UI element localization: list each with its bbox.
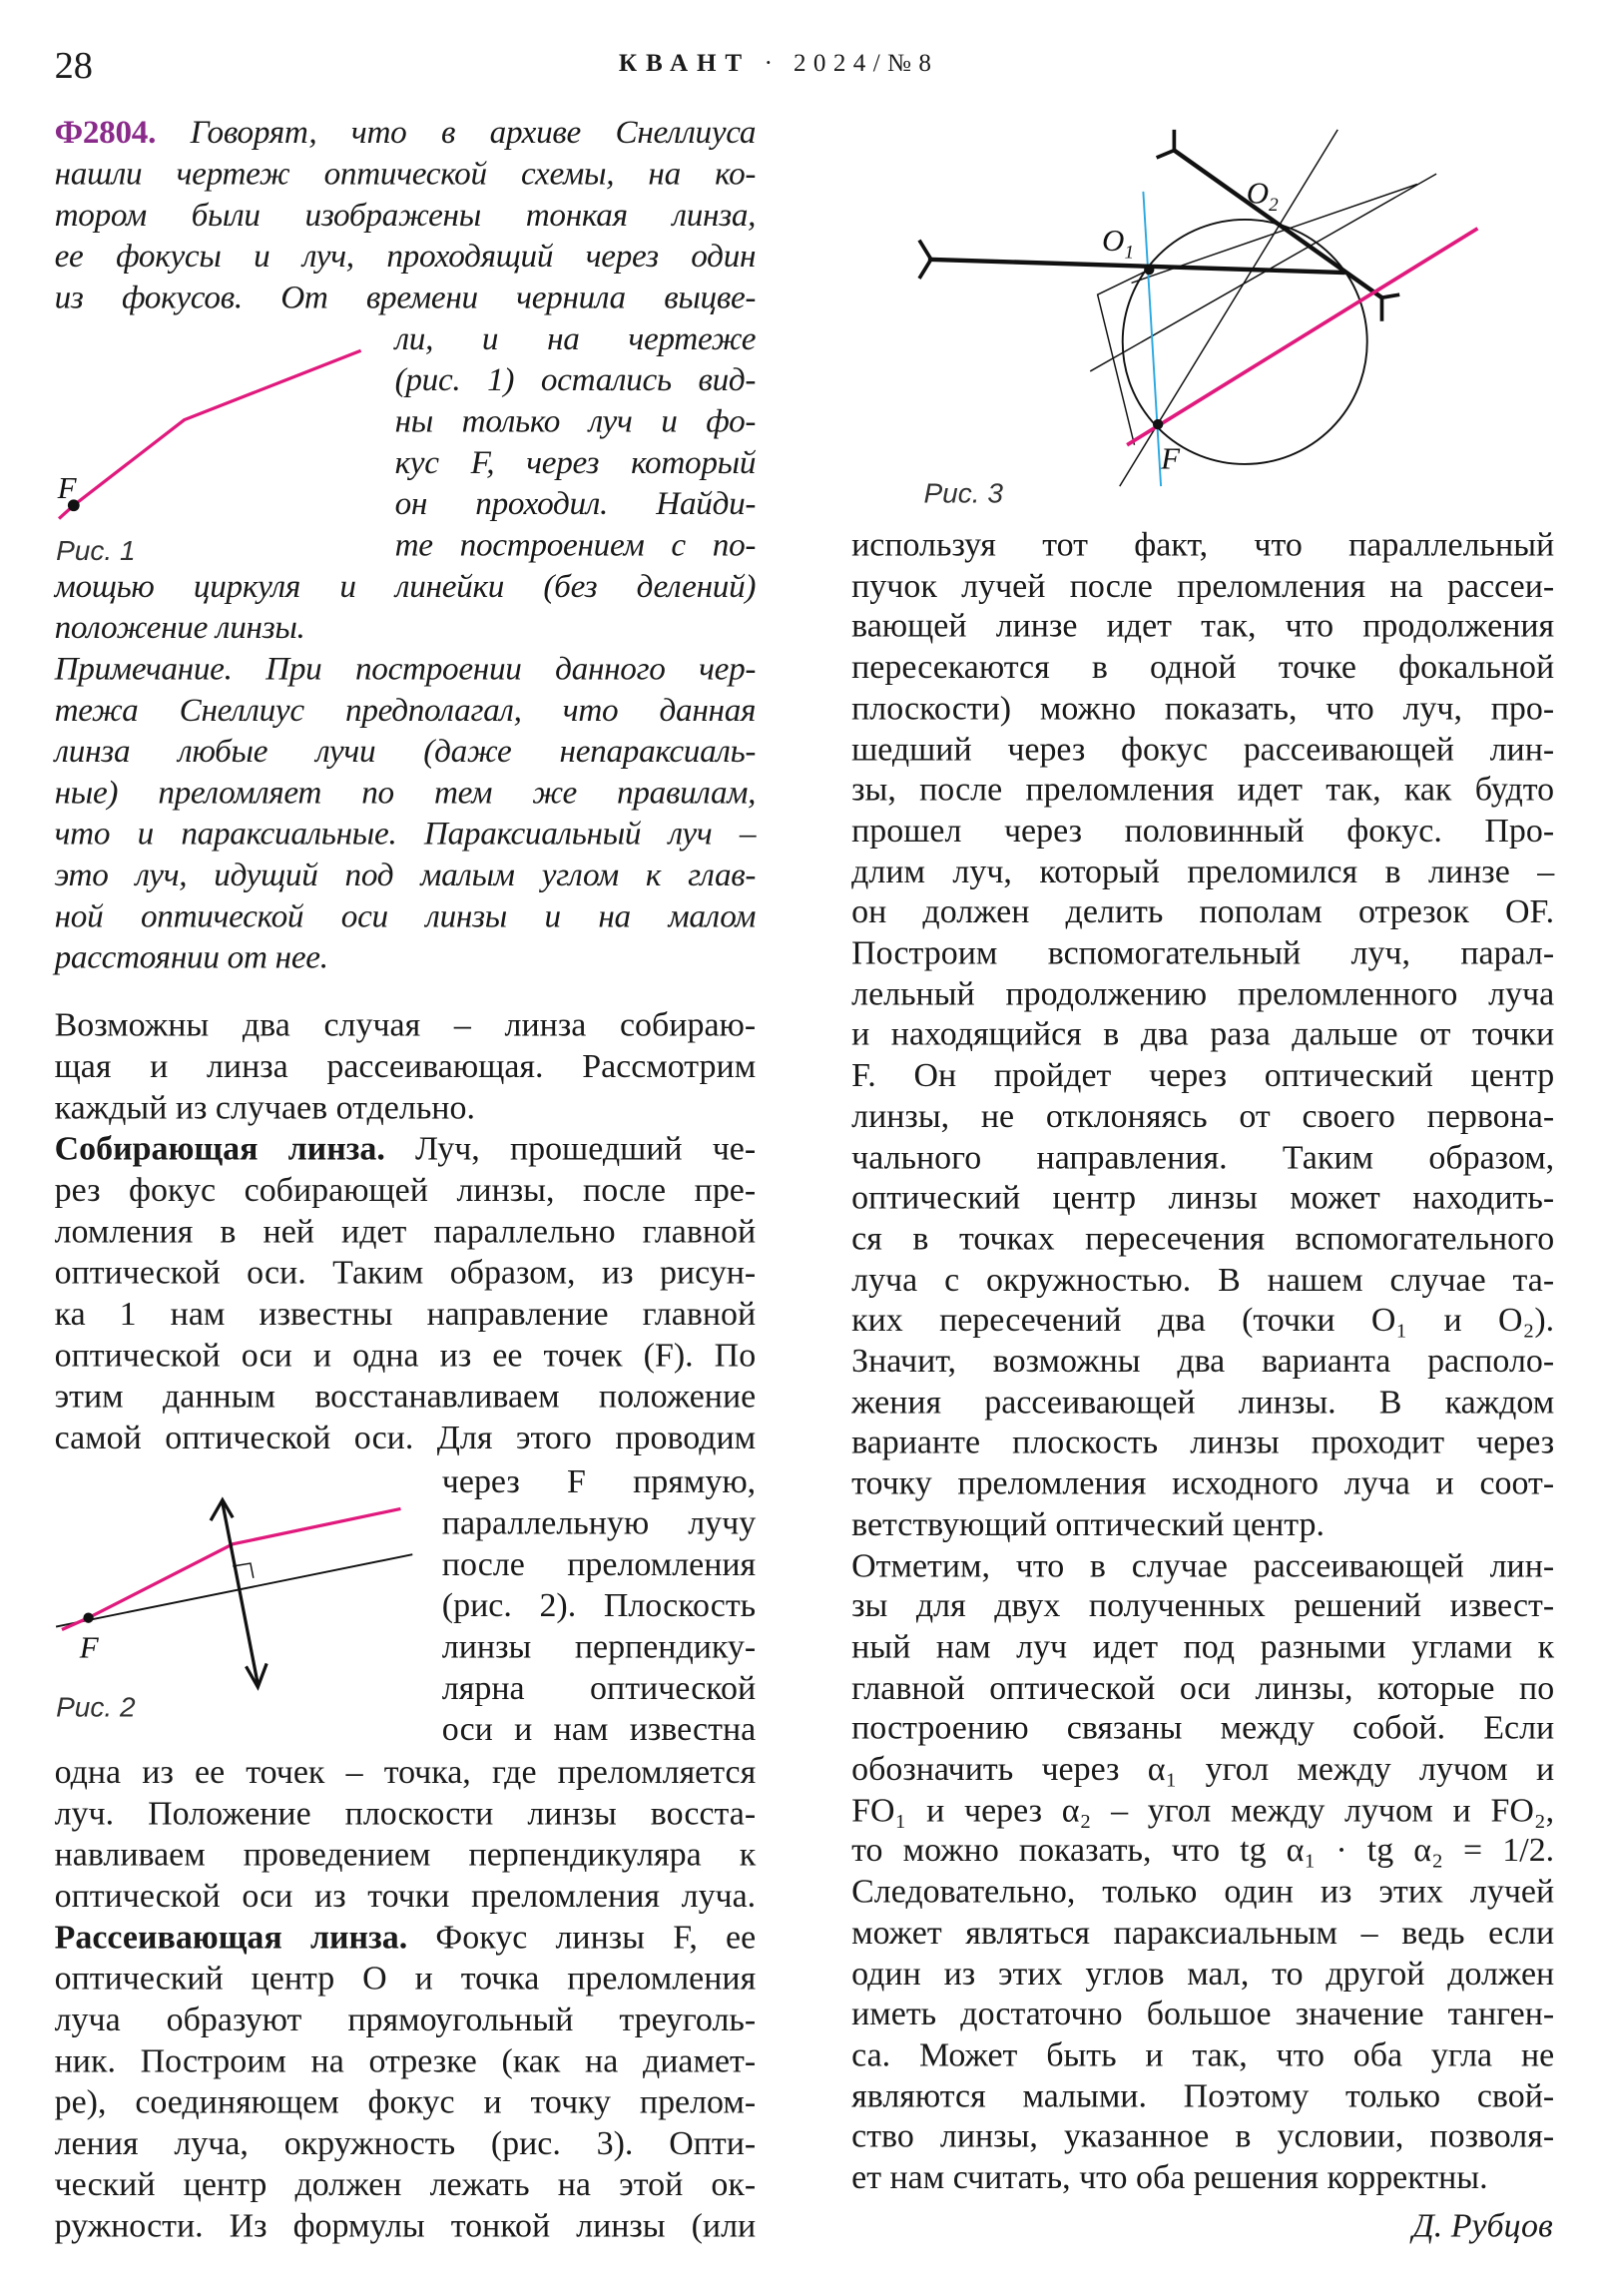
text-line: ческий центр должен лежать на этой ок- [54, 2165, 757, 2203]
text-line: точку преломления исходного луча и соот- [851, 1464, 1555, 1502]
text-line: вающей линзе идет так, что продолжения [851, 607, 1555, 645]
text-line: чального направления. Таким образом, [851, 1138, 1555, 1176]
text-line: что и параксиальные. Параксиальный луч – [54, 815, 757, 853]
fig2-lens-arrow-top [211, 1500, 233, 1521]
text-line: оптической оси и одна из ее точек (F). По [54, 1336, 757, 1374]
text-line: после преломления [441, 1545, 757, 1583]
figure-3 [919, 130, 1477, 486]
text-line: са. Может быть и так, что оба угла не [851, 2035, 1555, 2073]
fig3-lens-2-bottom [1381, 294, 1399, 321]
text-line: зы, после преломления идет так, как будто [851, 771, 1555, 809]
fig2-caption: Рис. 2 [56, 1692, 136, 1724]
text-line: Примечание. При построении данного чер- [54, 649, 757, 687]
text-segment: Фокус линзы F, ее [407, 1918, 757, 1956]
text-line: ломления в ней идет параллельно главной [54, 1212, 757, 1250]
text-line: ка 1 нам известны направление главной [54, 1295, 757, 1333]
text-line: ся в точках пересечения вспомогательного [851, 1219, 1555, 1257]
text-line: оптической оси из точки преломления луча. [54, 1877, 757, 1915]
fig3-label-o2: $O_2$ [1246, 175, 1279, 217]
text-line: F. Он пройдет через оптический центр [851, 1056, 1555, 1094]
author-signature: Д. Рубцов [1412, 2207, 1553, 2244]
text-line: FO₁ и через α₂ – угол между лучом и FO₂, [851, 1791, 1555, 1829]
text-line: щая и линза рассеивающая. Рассмотрим [54, 1047, 757, 1085]
text-segment: Луч, прошедший че- [384, 1130, 757, 1167]
text-line: одна из ее точек – точка, где преломляется [54, 1753, 757, 1791]
header-separator: · [764, 48, 781, 77]
text-line: лельный продолжению преломленного луча [851, 974, 1555, 1012]
fig3-lens-1-end [919, 241, 931, 279]
journal-name: КВАНТ [618, 48, 751, 77]
text-line: варианте плоскость линзы проходит через [851, 1424, 1555, 1461]
text-line: один из этих углов мал, то другой должен [851, 1954, 1555, 1992]
section-heading: Рассеивающая линза. [54, 1918, 408, 1956]
fig2-label-f: F [79, 1629, 99, 1665]
figure-2 [56, 1500, 412, 1687]
fig2-ray [62, 1508, 400, 1629]
text-line: линзы перпендику- [441, 1627, 757, 1665]
fig3-point-o1 [1144, 265, 1154, 275]
text-line: он проходил. Найди- [394, 484, 757, 522]
text-line: рез фокус собирающей линзы, после пре- [54, 1171, 757, 1209]
text-line: ны только луч и фо- [394, 401, 757, 439]
text-line: ли, и на чертеже [394, 319, 757, 357]
figure-1 [57, 350, 361, 518]
text-line: используя тот факт, что параллельный [851, 525, 1555, 563]
text-line: он должен делить пополам отрезок OF. [851, 892, 1555, 930]
text-line: самой оптической оси. Для этого проводим [54, 1419, 757, 1456]
text-line: каждый из случаев отдельно. [54, 1088, 475, 1126]
text-line: нашли чертеж оптической схемы, на ко- [54, 154, 757, 192]
text-line: ветствующий оптический центр. [851, 1505, 1325, 1543]
text-line: пучок лучей после преломления на рассеи- [851, 566, 1555, 604]
text-line: построению связаны между собой. Если [851, 1709, 1555, 1747]
text-line: это луч, идущий под малым углом к глав- [54, 856, 757, 893]
text-line: кус F, через который [394, 443, 757, 481]
fig2-focus-point [83, 1612, 93, 1622]
text-line: шедший через фокус рассеивающей лин- [851, 730, 1555, 768]
text-line: ре), соединяющем фокус и точку прелом- [54, 2083, 757, 2120]
text-line: ет нам считать, что оба решения корректны. [851, 2158, 1488, 2196]
fig3-label-o1: $O_1$ [1102, 222, 1135, 264]
fig3-ray [1127, 229, 1477, 445]
text-line: плоскости) можно показать, что луч, про- [851, 689, 1555, 727]
text-line: Возможны два случая – линза собираю- [54, 1006, 757, 1044]
issue-number: 2024/№8 [793, 48, 939, 77]
section-heading: Собирающая линза. [54, 1130, 385, 1167]
page-number: 28 [54, 44, 93, 88]
text-line: положение линзы. [54, 608, 305, 646]
text-line: зы для двух полученных решений извест- [851, 1586, 1555, 1624]
text-line: тежа Снеллиус предполагал, что данная [54, 691, 757, 729]
text-line: через F прямую, [441, 1462, 757, 1500]
text-line: длим луч, который преломился в линзе – [851, 853, 1555, 889]
text-line: линзы, не отклоняясь от своего первона- [851, 1097, 1555, 1135]
fig1-label-f: F [57, 469, 77, 505]
problem-number: Ф2804. [54, 113, 157, 151]
text-line: ство линзы, указанное в условии, позволя- [851, 2117, 1555, 2155]
text-line: оптической оси. Таким образом, из рисун- [54, 1254, 757, 1291]
text-line: Построим вспомогательный луч, парал- [851, 933, 1555, 971]
text-line: луча с окружностью. В нашем случае та- [851, 1260, 1555, 1298]
text-line: из фокусов. От времени чернила выцве- [54, 278, 757, 315]
text-line: Отметим, что в случае рассеивающей лин- [851, 1546, 1555, 1583]
text-line: ник. Построим на отрезке (как на диамет- [54, 2041, 757, 2079]
text-line: и находящийся в два раза дальше от точки [851, 1015, 1555, 1053]
text-line: расстоянии от нее. [54, 938, 328, 976]
fig1-caption: Рис. 1 [56, 536, 136, 568]
text-line: может являться параксиальным – ведь если [851, 1914, 1555, 1951]
text-line: оптический центр линзы может находить- [851, 1179, 1555, 1216]
text-line: являются малыми. Поэтому только свой- [851, 2076, 1555, 2114]
fig3-aux-line-1 [1120, 130, 1337, 486]
text-line: ный нам луч идет под разными углами к [851, 1627, 1555, 1665]
fig3-caption: Рис. 3 [923, 478, 1003, 510]
text-line: (рис. 2). Плоскость [441, 1586, 757, 1624]
text-line: линза любые лучи (даже непараксиаль- [54, 732, 757, 770]
text-line: прошел через половинный фокус. Про- [851, 812, 1555, 850]
text-line: оси и нам известна [441, 1710, 757, 1748]
text-line: этим данным восстанавливаем положение [54, 1378, 757, 1415]
text-line: лярна оптической [441, 1669, 757, 1707]
fig3-lens-2 [1174, 151, 1381, 298]
fig3-lens-2-top [1157, 130, 1175, 158]
text-line: то можно показать, что tg α₁ · tg α₂ = 1/2. [851, 1832, 1555, 1870]
fig3-point-f [1153, 419, 1163, 429]
text-line: (рис. 1) остались вид- [394, 360, 757, 398]
text-segment: Говорят, что в архиве Снеллиуса [156, 113, 757, 151]
text-line: ких пересечений два (точки O₁ и O₂). [851, 1301, 1555, 1339]
text-line: мощью циркуля и линейки (без делений) [54, 567, 757, 605]
text-line: жения рассеивающей линзы. В каждом [851, 1383, 1555, 1421]
text-line: ружности. Из формулы тонкой линзы (или [54, 2207, 757, 2244]
text-line: ные) преломляет по тем же правилам, [54, 773, 757, 811]
text-line: ной оптической оси линзы и на малом [54, 896, 757, 934]
text-line: ее фокусы и луч, проходящий через один [54, 237, 757, 275]
fig2-lens [223, 1503, 258, 1685]
text-line: иметь достаточно большое значение танген- [851, 1995, 1555, 2032]
text-line: луча образуют прямоугольный треуголь- [54, 2001, 757, 2038]
text-line: главной оптической оси линзы, которые по [851, 1668, 1555, 1706]
text-line: оптический центр O и точка преломления [54, 1960, 757, 1997]
text-line: Следовательно, только один из этих лучей [851, 1873, 1555, 1911]
text-line: параллельную лучу [441, 1503, 757, 1541]
text-line: навливаем проведением перпендикуляра к [54, 1836, 757, 1873]
text-line: обозначить через α₁ угол между лучом и [851, 1750, 1555, 1788]
text-line: луч. Положение плоскости линзы восста- [54, 1794, 757, 1832]
fig3-label-f: F [1161, 440, 1181, 476]
fig1-ray [59, 350, 361, 518]
text-line: пересекаются в одной точке фокальной [851, 648, 1555, 686]
text-line: тором были изображены тонкая линза, [54, 196, 757, 234]
text-line: те построением с по- [394, 525, 757, 563]
text-line: ления луча, окружность (рис. 3). Опти- [54, 2124, 757, 2162]
text-line: Значит, возможны два варианта располо- [851, 1342, 1555, 1380]
